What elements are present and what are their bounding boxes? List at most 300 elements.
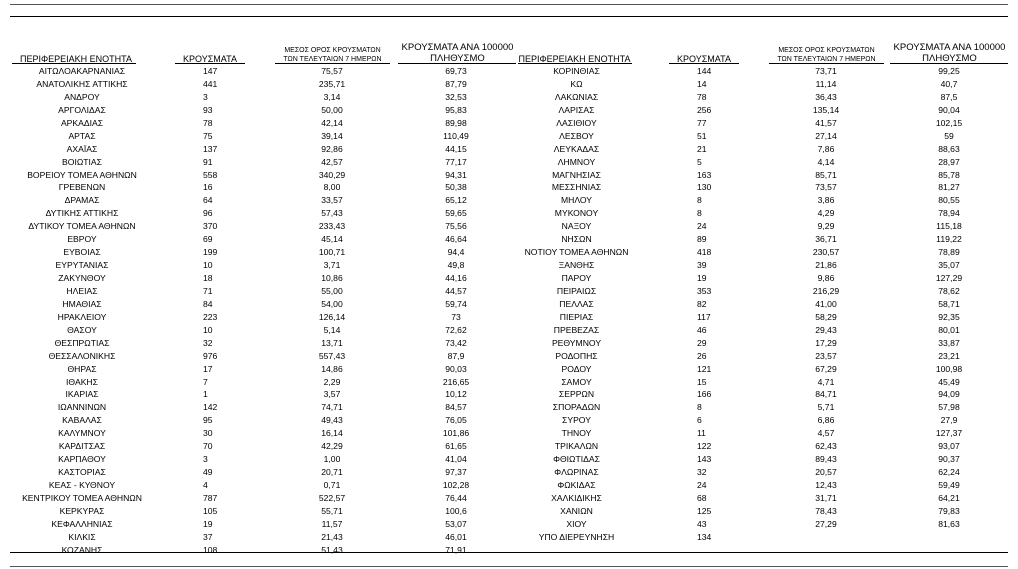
header-underline-region-right bbox=[518, 63, 632, 64]
region-name: ΝΑΞΟΥ bbox=[561, 221, 592, 232]
header-cases-left: ΚΡΟΥΣΜΑΤΑ bbox=[183, 54, 237, 64]
per100k-value: 102,15 bbox=[935, 117, 963, 128]
header-underline-region-left bbox=[12, 63, 136, 64]
per100k-value: 80,55 bbox=[938, 195, 960, 206]
per100k-value: 76,05 bbox=[445, 415, 467, 426]
per100k-value: 46,01 bbox=[445, 531, 467, 542]
per100k-value: 41,04 bbox=[445, 454, 467, 465]
region-name: ΑΝΔΡΟΥ bbox=[64, 91, 100, 102]
region-name: ΘΕΣΣΑΛΟΝΙΚΗΣ bbox=[48, 350, 116, 361]
region-name: ΥΠΟ ΔΙΕΡΕΥΝΗΣΗ bbox=[538, 531, 615, 542]
per100k-value: 57,98 bbox=[938, 402, 960, 413]
cases-value: 91 bbox=[203, 156, 213, 167]
cases-value: 49 bbox=[203, 467, 213, 478]
header-per100k-left: ΚΡΟΥΣΜΑΤΑ ΑΝΑ 100000 ΠΛΗΘΥΣΜΟ bbox=[401, 42, 514, 64]
region-name: ΕΥΡΥΤΑΝΙΑΣ bbox=[55, 260, 109, 271]
per100k-value: 59,49 bbox=[938, 480, 960, 490]
per100k-value: 90,04 bbox=[938, 104, 960, 115]
avg7-value: 50,00 bbox=[321, 104, 343, 115]
cases-value: 71 bbox=[203, 285, 213, 296]
per100k-value: 115,18 bbox=[936, 221, 962, 232]
region-name: ΗΡΑΚΛΕΙΟΥ bbox=[57, 311, 107, 322]
avg7-value: 17,29 bbox=[815, 337, 837, 348]
per100k-value: 216,65 bbox=[442, 376, 470, 387]
cases-value: 8 bbox=[697, 402, 702, 413]
per100k-value: 59,74 bbox=[445, 298, 467, 309]
region-name: ΘΕΣΠΡΩΤΙΑΣ bbox=[54, 337, 110, 348]
avg7-value: 36,71 bbox=[815, 234, 837, 245]
region-name: ΦΘΙΩΤΙΔΑΣ bbox=[553, 454, 600, 465]
header-underline-per100k-right bbox=[890, 63, 1008, 64]
header-region-left: ΠΕΡΙΦΕΡΕΙΑΚΗ ΕΝΟΤΗΤΑ bbox=[19, 54, 133, 64]
avg7-value: 73,71 bbox=[815, 66, 837, 76]
cases-value: 69 bbox=[203, 234, 213, 245]
avg7-value: 78,43 bbox=[815, 505, 837, 516]
top-rule-thin bbox=[10, 4, 1008, 5]
cases-value: 39 bbox=[697, 260, 707, 271]
region-name: ΛΗΜΝΟΥ bbox=[557, 156, 596, 167]
region-name: ΑΡΤΑΣ bbox=[68, 130, 96, 141]
avg7-value: 49,43 bbox=[321, 415, 343, 426]
avg7-value: 235,71 bbox=[318, 78, 346, 89]
per100k-value: 69,73 bbox=[445, 66, 467, 76]
region-name: ΑΙΤΩΛΟΑΚΑΡΝΑΝΙΑΣ bbox=[38, 66, 126, 76]
cases-value: 7 bbox=[203, 376, 208, 387]
region-name: ΔΡΑΜΑΣ bbox=[64, 195, 100, 206]
per100k-value: 85,78 bbox=[938, 169, 960, 180]
per100k-value: 102,28 bbox=[442, 480, 470, 490]
avg7-value: 27,29 bbox=[815, 518, 837, 529]
per100k-value: 81,27 bbox=[938, 182, 960, 193]
avg7-value: 522,57 bbox=[318, 492, 346, 503]
cases-value: 51 bbox=[697, 130, 707, 141]
per100k-value: 110,49 bbox=[443, 130, 469, 141]
region-name: ΤΡΙΚΑΛΩΝ bbox=[554, 441, 599, 452]
avg7-value: 9,86 bbox=[817, 273, 835, 283]
avg7-value: 3,86 bbox=[817, 195, 835, 206]
header-region-right: ΠΕΡΙΦΕΡΕΙΑΚΗ ΕΝΟΤΗΤΑ bbox=[518, 54, 631, 64]
avg7-value: 2,29 bbox=[323, 376, 341, 387]
top-rule bbox=[10, 16, 1008, 17]
avg7-value: 41,57 bbox=[815, 117, 837, 128]
avg7-value: 4,29 bbox=[817, 208, 835, 219]
cases-value: 142 bbox=[203, 402, 218, 413]
header-cases-right: ΚΡΟΥΣΜΑΤΑ bbox=[677, 54, 731, 64]
region-name: ΜΗΛΟΥ bbox=[560, 195, 593, 206]
avg7-value: 20,57 bbox=[815, 467, 837, 478]
avg7-value: 31,71 bbox=[815, 492, 837, 503]
cases-value: 46 bbox=[697, 324, 707, 335]
region-name: ΚΑΒΑΛΑΣ bbox=[62, 415, 102, 426]
per100k-value: 78,89 bbox=[938, 247, 960, 258]
region-name: ΠΡΕΒΕΖΑΣ bbox=[553, 324, 600, 335]
avg7-value: 9,29 bbox=[817, 221, 835, 232]
avg7-value: 16,14 bbox=[321, 428, 343, 439]
avg7-value: 33,57 bbox=[321, 195, 343, 206]
region-name: ΤΗΝΟΥ bbox=[561, 428, 592, 439]
avg7-value: 12,43 bbox=[815, 480, 837, 490]
region-name: ΡΟΔΟΥ bbox=[561, 363, 592, 374]
per100k-value: 73,42 bbox=[445, 337, 467, 348]
cases-value: 121 bbox=[697, 363, 712, 374]
avg7-value: 14,86 bbox=[321, 363, 343, 374]
avg7-value: 340,29 bbox=[318, 169, 346, 180]
avg7-value: 57,43 bbox=[321, 208, 343, 219]
cases-value: 8 bbox=[697, 208, 702, 219]
avg7-value: 5,71 bbox=[817, 402, 835, 413]
avg7-value: 42,14 bbox=[321, 117, 343, 128]
per100k-value: 49,8 bbox=[447, 260, 465, 271]
cases-value: 134 bbox=[697, 531, 712, 542]
per100k-value: 78,94 bbox=[938, 208, 960, 219]
cases-value: 32 bbox=[697, 467, 707, 478]
avg7-value: 11,14 bbox=[815, 78, 837, 89]
avg7-value: 75,57 bbox=[321, 66, 343, 76]
per100k-value: 90,37 bbox=[938, 454, 960, 465]
cases-value: 441 bbox=[203, 78, 218, 89]
per100k-value: 72,62 bbox=[445, 324, 467, 335]
per100k-value: 76,44 bbox=[445, 492, 467, 503]
cases-value: 125 bbox=[697, 505, 712, 516]
avg7-value: 21,86 bbox=[815, 260, 837, 271]
region-name: ΛΕΣΒΟΥ bbox=[559, 130, 594, 141]
cases-value: 95 bbox=[203, 415, 213, 426]
per100k-value: 90,03 bbox=[445, 363, 467, 374]
region-name: ΜΥΚΟΝΟΥ bbox=[554, 208, 599, 219]
cases-value: 96 bbox=[203, 208, 213, 219]
region-name: ΙΩΑΝΝΙΝΩΝ bbox=[57, 402, 107, 413]
per100k-value: 58,71 bbox=[938, 298, 960, 309]
region-name: ΜΑΓΝΗΣΙΑΣ bbox=[552, 169, 601, 180]
avg7-value: 55,00 bbox=[321, 285, 343, 296]
region-name: ΝΟΤΙΟΥ ΤΟΜΕΑ ΑΘΗΝΩΝ bbox=[524, 247, 629, 258]
cases-value: 418 bbox=[697, 247, 712, 258]
avg7-value: 58,29 bbox=[815, 311, 837, 322]
per100k-value: 23,21 bbox=[938, 350, 960, 361]
cases-value: 84 bbox=[203, 298, 213, 309]
cases-value: 32 bbox=[203, 337, 213, 348]
cases-value: 558 bbox=[203, 169, 218, 180]
per100k-value: 87,9 bbox=[447, 350, 465, 361]
region-name: ΗΜΑΘΙΑΣ bbox=[62, 298, 102, 309]
region-name: ΖΑΚΥΝΘΟΥ bbox=[58, 273, 106, 283]
per100k-value: 88,63 bbox=[938, 143, 960, 154]
cases-value: 37 bbox=[203, 531, 213, 542]
cases-value: 11 bbox=[697, 428, 706, 439]
region-name: ΧΙΟΥ bbox=[566, 518, 587, 529]
cases-value: 105 bbox=[203, 505, 218, 516]
per100k-value: 101,86 bbox=[442, 428, 470, 439]
cases-value: 130 bbox=[697, 182, 712, 193]
cases-value: 122 bbox=[697, 441, 712, 452]
cases-value: 976 bbox=[203, 350, 218, 361]
per100k-value: 53,07 bbox=[445, 518, 467, 529]
avg7-value: 67,29 bbox=[815, 363, 837, 374]
region-name: ΕΥΒΟΙΑΣ bbox=[63, 247, 101, 258]
avg7-value: 20,71 bbox=[321, 467, 343, 478]
avg7-value: 13,71 bbox=[321, 337, 343, 348]
per100k-value: 100,98 bbox=[935, 363, 963, 374]
per100k-value: 94,4 bbox=[447, 247, 465, 258]
per100k-value: 71,91 bbox=[445, 544, 467, 555]
cases-value: 3 bbox=[203, 91, 208, 102]
per100k-value: 119,22 bbox=[936, 234, 962, 245]
avg7-value: 216,29 bbox=[812, 285, 840, 296]
per100k-value: 10,12 bbox=[445, 389, 467, 400]
header-underline-per100k-left bbox=[398, 63, 516, 64]
per100k-value: 94,09 bbox=[938, 389, 960, 400]
per100k-value: 62,24 bbox=[938, 467, 960, 478]
cases-value: 93 bbox=[203, 104, 213, 115]
per100k-value: 127,37 bbox=[935, 428, 963, 439]
cases-value: 147 bbox=[203, 66, 218, 76]
per100k-value: 65,12 bbox=[445, 195, 467, 206]
avg7-value: 11,57 bbox=[321, 518, 343, 529]
per100k-value: 44,57 bbox=[445, 285, 467, 296]
header-per100k-right: ΚΡΟΥΣΜΑΤΑ ΑΝΑ 100000 ΠΛΗΘΥΣΜΟ bbox=[893, 42, 1006, 64]
cases-value: 353 bbox=[697, 285, 712, 296]
avg7-value: 36,43 bbox=[815, 91, 837, 102]
region-name: ΠΕΛΛΑΣ bbox=[559, 298, 594, 309]
per100k-value: 35,07 bbox=[938, 260, 960, 271]
avg7-value: 45,14 bbox=[321, 234, 343, 245]
per100k-value: 84,57 bbox=[445, 402, 467, 413]
per100k-value: 127,29 bbox=[935, 273, 963, 283]
per100k-value: 80,01 bbox=[938, 324, 960, 335]
region-name: ΒΟΡΕΙΟΥ ΤΟΜΕΑ ΑΘΗΝΩΝ bbox=[27, 169, 137, 180]
avg7-value: 23,57 bbox=[815, 350, 837, 361]
region-name: ΛΑΚΩΝΙΑΣ bbox=[554, 91, 599, 102]
region-name: ΑΡΚΑΔΙΑΣ bbox=[60, 117, 104, 128]
avg7-value: 7,86 bbox=[817, 143, 835, 154]
per100k-value: 97,37 bbox=[445, 467, 467, 478]
per100k-value: 61,65 bbox=[445, 441, 467, 452]
avg7-value: 4,71 bbox=[817, 376, 835, 387]
region-name: ΔΥΤΙΚΟΥ ΤΟΜΕΑ ΑΘΗΝΩΝ bbox=[28, 221, 136, 232]
per100k-value: 100,6 bbox=[445, 505, 467, 516]
per100k-value: 46,64 bbox=[445, 234, 467, 245]
cases-value: 29 bbox=[697, 337, 707, 348]
avg7-value: 21,43 bbox=[321, 531, 343, 542]
region-name: ΘΑΣΟΥ bbox=[67, 324, 97, 335]
avg7-value: 3,14 bbox=[323, 91, 341, 102]
avg7-value: 27,14 bbox=[815, 130, 837, 141]
cases-value: 64 bbox=[203, 195, 213, 206]
avg7-value: 230,57 bbox=[812, 247, 840, 258]
region-name: ΣΑΜΟΥ bbox=[561, 376, 592, 387]
per100k-value: 59 bbox=[944, 130, 954, 141]
region-name: ΙΚΑΡΙΑΣ bbox=[65, 389, 99, 400]
region-name: ΝΗΣΩΝ bbox=[561, 234, 592, 245]
per100k-value: 94,31 bbox=[445, 169, 467, 180]
avg7-value: 126,14 bbox=[318, 311, 346, 322]
cases-value: 19 bbox=[203, 518, 213, 529]
cases-value: 117 bbox=[697, 311, 711, 322]
region-name: ΣΠΟΡΑΔΩΝ bbox=[552, 402, 601, 413]
avg7-value: 557,43 bbox=[318, 350, 346, 361]
cases-value: 30 bbox=[203, 428, 213, 439]
avg7-value: 74,71 bbox=[321, 402, 343, 413]
cases-value: 108 bbox=[203, 544, 218, 555]
avg7-value: 54,00 bbox=[321, 298, 343, 309]
cases-value: 82 bbox=[697, 298, 707, 309]
cases-value: 5 bbox=[697, 156, 702, 167]
region-name: ΣΥΡΟΥ bbox=[562, 415, 591, 426]
region-name: ΛΑΡΙΣΑΣ bbox=[558, 104, 595, 115]
region-name: ΔΥΤΙΚΗΣ ΑΤΤΙΚΗΣ bbox=[45, 208, 119, 219]
avg7-value: 8,00 bbox=[323, 182, 341, 193]
cases-value: 24 bbox=[697, 221, 707, 232]
cases-value: 1 bbox=[203, 389, 208, 400]
avg7-value: 42,29 bbox=[321, 441, 343, 452]
avg7-value: 3,57 bbox=[323, 389, 341, 400]
avg7-value: 100,71 bbox=[318, 247, 346, 258]
header-underline-avg7-right bbox=[769, 63, 884, 64]
cases-value: 16 bbox=[203, 182, 213, 193]
per100k-value: 75,56 bbox=[445, 221, 467, 232]
cases-value: 137 bbox=[203, 143, 218, 154]
per100k-value: 44,15 bbox=[445, 143, 467, 154]
avg7-value: 42,57 bbox=[321, 156, 343, 167]
region-name: ΒΟΙΩΤΙΑΣ bbox=[62, 156, 102, 167]
cases-value: 370 bbox=[203, 221, 218, 232]
per100k-value: 64,21 bbox=[938, 492, 960, 503]
region-name: ΠΑΡΟΥ bbox=[561, 273, 592, 283]
avg7-value: 10,86 bbox=[321, 273, 343, 283]
region-name: ΛΕΥΚΑΔΑΣ bbox=[553, 143, 600, 154]
region-name: ΡΟΔΟΠΗΣ bbox=[555, 350, 598, 361]
avg7-value: 92,86 bbox=[321, 143, 343, 154]
cases-value: 199 bbox=[203, 247, 218, 258]
per100k-value: 92,35 bbox=[938, 311, 960, 322]
region-name: ΚΑΣΤΟΡΙΑΣ bbox=[58, 467, 106, 478]
cases-value: 43 bbox=[697, 518, 707, 529]
per100k-value: 81,63 bbox=[938, 518, 960, 529]
per100k-value: 27,9 bbox=[940, 415, 958, 426]
region-name: ΜΕΣΣΗΝΙΑΣ bbox=[551, 182, 602, 193]
cases-value: 163 bbox=[697, 169, 712, 180]
cases-value: 75 bbox=[203, 130, 213, 141]
cases-value: 14 bbox=[697, 78, 707, 89]
avg7-value: 89,43 bbox=[815, 454, 837, 465]
cases-value: 78 bbox=[203, 117, 213, 128]
region-name: ΚΕΝΤΡΙΚΟΥ ΤΟΜΕΑ ΑΘΗΝΩΝ bbox=[22, 492, 142, 503]
region-name: ΚΕΑΣ - ΚΥΘΝΟΥ bbox=[48, 480, 116, 490]
avg7-value: 135,14 bbox=[812, 104, 840, 115]
region-name: ΚΕΦΑΛΛΗΝΙΑΣ bbox=[51, 518, 113, 529]
region-name: ΚΑΛΥΜΝΟΥ bbox=[58, 428, 106, 439]
region-name: ΗΛΕΙΑΣ bbox=[66, 285, 98, 296]
per100k-value: 59,65 bbox=[445, 208, 467, 219]
per100k-value: 73 bbox=[451, 311, 461, 322]
region-name: ΠΙΕΡΙΑΣ bbox=[559, 311, 594, 322]
region-name: ΧΑΛΚΙΔΙΚΗΣ bbox=[551, 492, 602, 503]
per100k-value: 50,38 bbox=[445, 182, 467, 193]
region-name: ΛΑΣΙΘΙΟΥ bbox=[556, 117, 597, 128]
cases-value: 78 bbox=[697, 91, 707, 102]
region-name: ΠΕΙΡΑΙΩΣ bbox=[556, 285, 597, 296]
bottom-rule-thin bbox=[10, 566, 1008, 567]
region-name: ΚΙΛΚΙΣ bbox=[68, 531, 96, 542]
per100k-value: 89,98 bbox=[445, 117, 467, 128]
avg7-value: 4,14 bbox=[817, 156, 835, 167]
per100k-value: 87,5 bbox=[940, 91, 958, 102]
avg7-value: 233,43 bbox=[318, 221, 346, 232]
region-name: ΡΕΘΥΜΝΟΥ bbox=[551, 337, 602, 348]
region-name: ΘΗΡΑΣ bbox=[67, 363, 97, 374]
region-name: ΑΧΑΪΑΣ bbox=[66, 143, 98, 154]
cases-value: 10 bbox=[203, 324, 213, 335]
avg7-value: 39,14 bbox=[321, 130, 343, 141]
avg7-value: 55,71 bbox=[321, 505, 343, 516]
avg7-value: 1,00 bbox=[323, 454, 341, 465]
per100k-value: 33,87 bbox=[938, 337, 960, 348]
avg7-value: 73,57 bbox=[815, 182, 837, 193]
cases-value: 4 bbox=[203, 480, 208, 490]
cases-value: 15 bbox=[697, 376, 707, 387]
region-name: ΦΩΚΙΔΑΣ bbox=[557, 480, 596, 490]
per100k-value: 44,16 bbox=[445, 273, 467, 283]
per100k-value: 28,97 bbox=[938, 156, 960, 167]
avg7-value: 6,86 bbox=[817, 415, 835, 426]
cases-value: 144 bbox=[697, 66, 712, 76]
per100k-value: 99,25 bbox=[938, 66, 960, 76]
region-name: ΑΝΑΤΟΛΙΚΗΣ ΑΤΤΙΚΗΣ bbox=[36, 78, 128, 89]
per100k-value: 77,17 bbox=[445, 156, 467, 167]
region-name: ΕΒΡΟΥ bbox=[67, 234, 97, 245]
region-name: ΚΟΡΙΝΘΙΑΣ bbox=[553, 66, 600, 76]
cases-value: 10 bbox=[203, 260, 213, 271]
per100k-value: 87,79 bbox=[445, 78, 467, 89]
cases-value: 19 bbox=[697, 273, 707, 283]
avg7-value: 5,14 bbox=[323, 324, 341, 335]
cases-value: 89 bbox=[697, 234, 707, 245]
region-name: ΦΛΩΡΙΝΑΣ bbox=[554, 467, 599, 478]
region-name: ΚΑΡΔΙΤΣΑΣ bbox=[58, 441, 106, 452]
cases-value: 77 bbox=[697, 117, 707, 128]
cases-value: 21 bbox=[697, 143, 707, 154]
cases-value: 26 bbox=[697, 350, 707, 361]
region-name: ΚΑΡΠΑΘΟΥ bbox=[58, 454, 106, 465]
per100k-value: 45,49 bbox=[938, 376, 960, 387]
cases-value: 18 bbox=[203, 273, 213, 283]
avg7-value: 84,71 bbox=[815, 389, 837, 400]
avg7-value: 3,71 bbox=[323, 260, 341, 271]
region-name: ΓΡΕΒΕΝΩΝ bbox=[58, 182, 106, 193]
cases-value: 6 bbox=[697, 415, 702, 426]
cases-value: 143 bbox=[697, 454, 712, 465]
bottom-rule bbox=[10, 552, 1008, 553]
cases-value: 70 bbox=[203, 441, 213, 452]
region-name: ΚΕΡΚΥΡΑΣ bbox=[59, 505, 105, 516]
cases-value: 24 bbox=[697, 480, 707, 490]
region-name: ΚΟΖΑΝΗΣ bbox=[61, 544, 103, 555]
region-name: ΣΕΡΡΩΝ bbox=[558, 389, 595, 400]
header-underline-cases-left bbox=[175, 63, 245, 64]
header-avg7-left: ΜΕΣΟΣ ΟΡΟΣ ΚΡΟΥΣΜΑΤΩΝ ΤΩΝ ΤΕΛΕΥΤΑΙΩΝ 7 ΗΜΕΡΩΝ bbox=[283, 47, 382, 63]
region-name: ΧΑΝΙΩΝ bbox=[560, 505, 593, 516]
cases-value: 3 bbox=[203, 454, 208, 465]
avg7-value: 29,43 bbox=[815, 324, 837, 335]
avg7-value: 62,43 bbox=[815, 441, 837, 452]
region-name: ΙΘΑΚΗΣ bbox=[66, 376, 98, 387]
header-underline-cases-right bbox=[669, 63, 739, 64]
cases-value: 166 bbox=[697, 389, 712, 400]
per100k-value: 32,53 bbox=[445, 91, 467, 102]
avg7-value: 4,57 bbox=[817, 428, 835, 439]
avg7-value: 0,71 bbox=[323, 480, 341, 490]
per100k-value: 93,07 bbox=[938, 441, 960, 452]
